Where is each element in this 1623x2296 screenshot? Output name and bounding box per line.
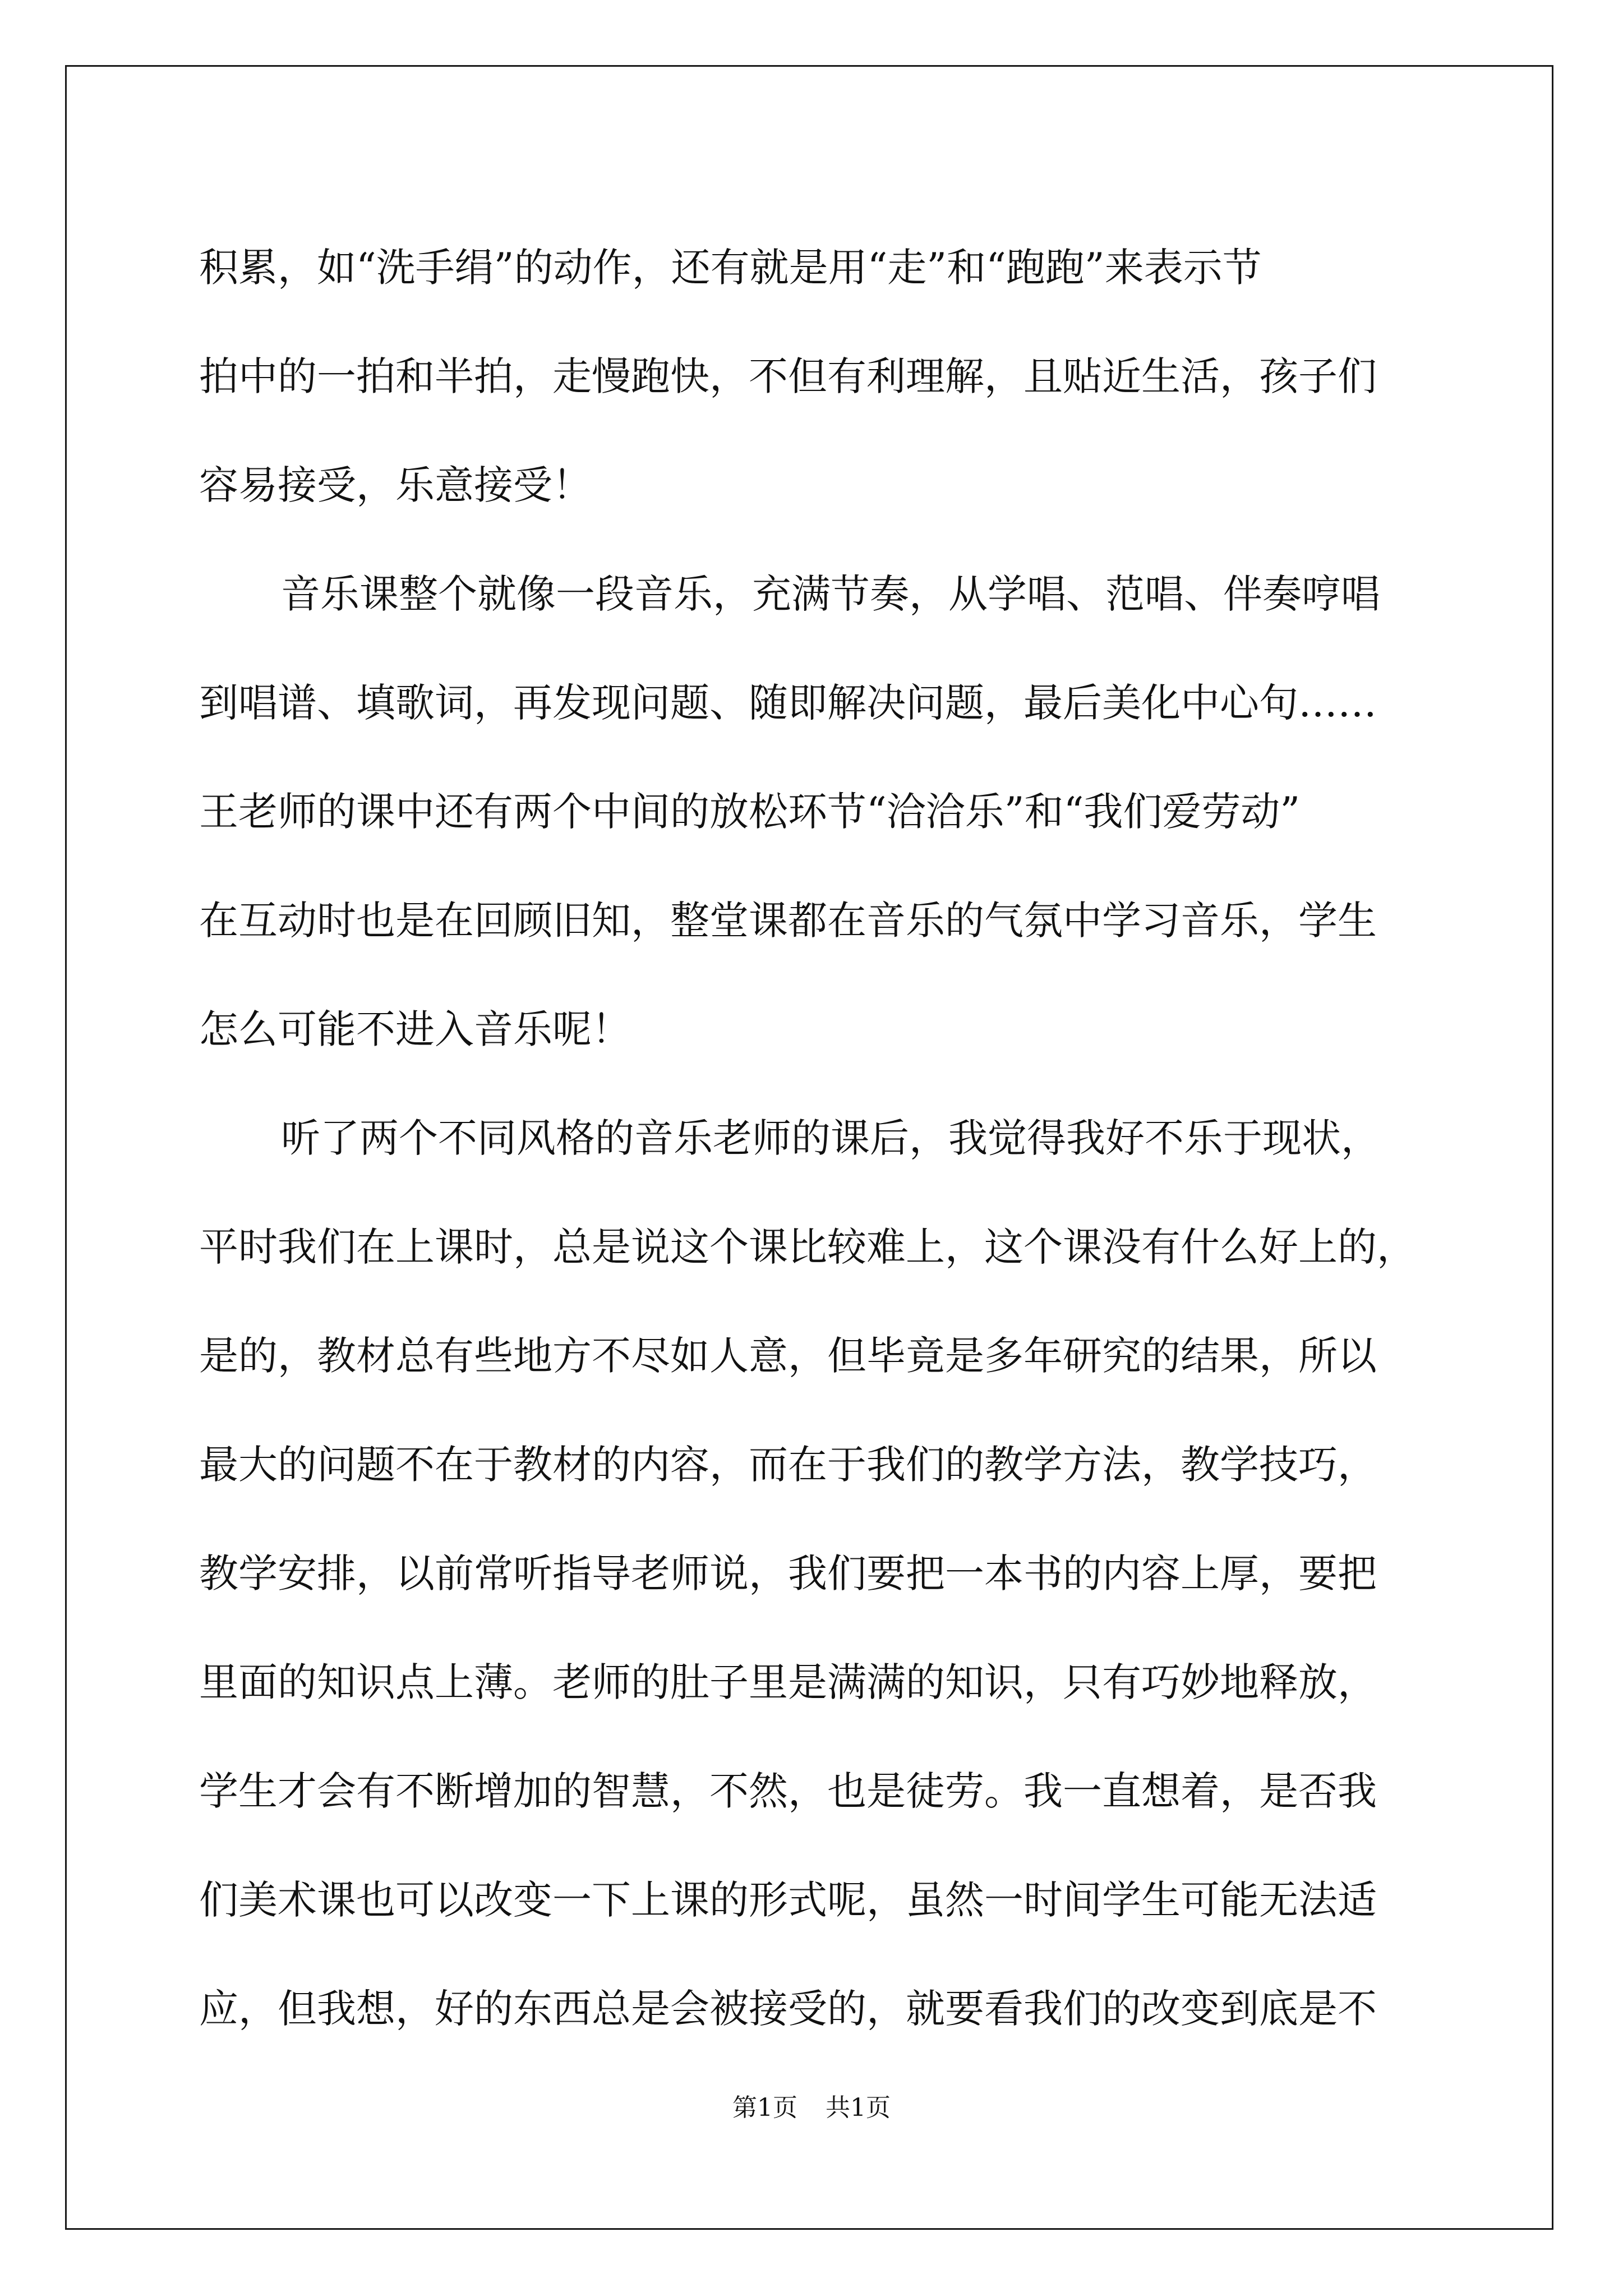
text-line: 积累，如“洗手绢”的动作，还有就是用“走”和“跑跑”来表示节: [199, 245, 1262, 291]
text-line: 最大的问题不在于教材的内容，而在于我们的教学方法，教学技巧，: [199, 1442, 1377, 1488]
text-line: 们美术课也可以改变一下上课的形式呢，虽然一时间学生可能无法适: [199, 1877, 1377, 1923]
total-pages-label: 共1页: [826, 2093, 891, 2122]
current-page-label: 第1页: [732, 2093, 797, 2122]
text-line: 应，但我想，好的东西总是会被接受的，就要看我们的改变到底是不: [199, 1986, 1377, 2032]
page-footer: [0, 2091, 1623, 2125]
text-line: 王老师的课中还有两个中间的放松环节“洽洽乐”和“我们爱劳动”: [199, 789, 1301, 835]
text-line: 拍中的一拍和半拍，走慢跑快，不但有利理解，且贴近生活，孩子们: [199, 353, 1377, 399]
text-line: 音乐课整个就像一段音乐，充满节奏，从学唱、范唱、伴奏哼唱: [281, 571, 1380, 617]
text-line: 容易接受，乐意接受！: [199, 462, 592, 508]
text-line: 在互动时也是在回顾旧知，整堂课都在音乐的气氛中学习音乐，学生: [199, 898, 1377, 944]
text-line: 听了两个不同风格的音乐老师的课后，我觉得我好不乐于现状，: [281, 1115, 1380, 1161]
text-line: 里面的知识点上薄。老师的肚子里是满满的知识，只有巧妙地释放，: [199, 1659, 1377, 1705]
document-body: [199, 213, 1433, 2063]
text-line: 是的，教材总有些地方不尽如人意，但毕竟是多年研究的结果，所以: [199, 1333, 1377, 1379]
text-line: 平时我们在上课时，总是说这个课比较难上，这个课没有什么好上的，: [199, 1224, 1416, 1270]
text-line: 教学安排，以前常听指导老师说，我们要把一本书的内容上厚，要把: [199, 1550, 1377, 1596]
text-line: 学生才会有不断增加的智慧，不然，也是徒劳。我一直想着，是否我: [199, 1768, 1377, 1814]
text-line: 到唱谱、填歌词，再发现问题、随即解决问题，最后美化中心句……: [199, 680, 1377, 726]
text-line: 怎么可能不进入音乐呢！: [199, 1006, 631, 1052]
